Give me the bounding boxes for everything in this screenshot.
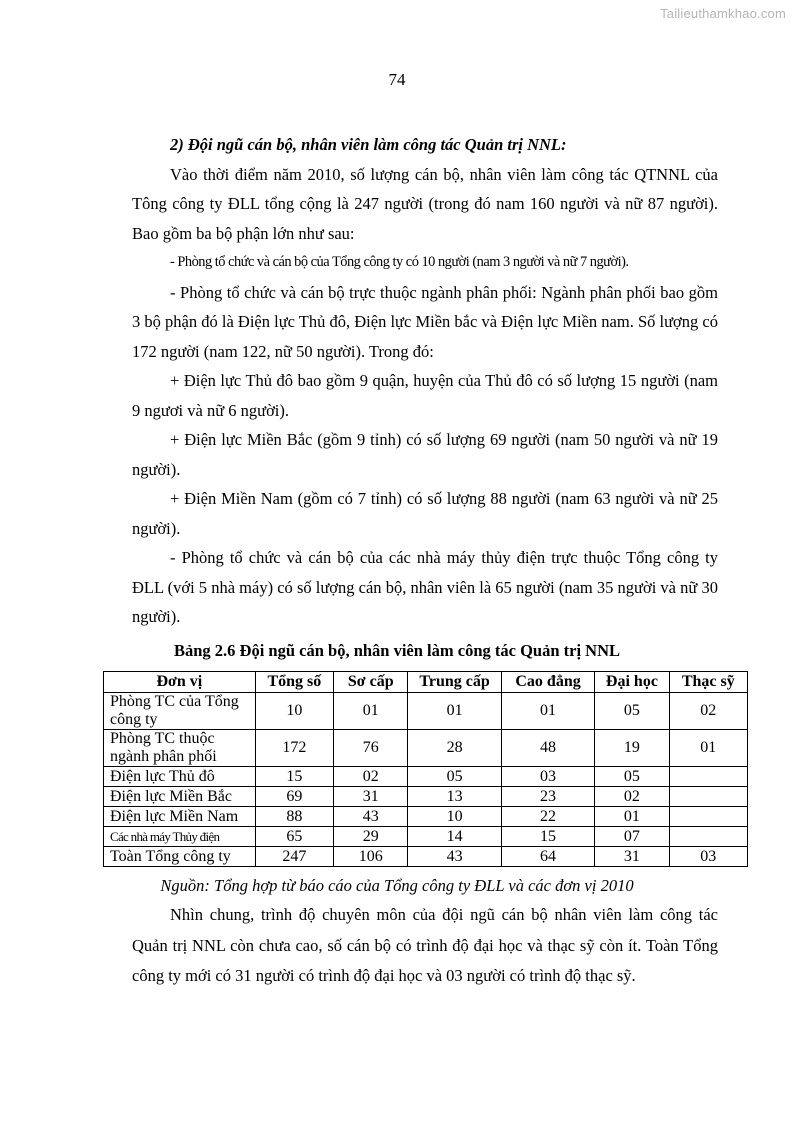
table-row-total xyxy=(104,847,748,867)
staff-table xyxy=(103,671,748,867)
table-row xyxy=(104,807,748,827)
cell-elementary: 01 xyxy=(334,693,408,730)
table-row xyxy=(104,693,748,730)
cell-unit: Phòng TC của Tổng công ty xyxy=(104,693,256,730)
body-text xyxy=(132,130,718,632)
header-intermediate: Trung cấp xyxy=(408,672,501,693)
cell-college: 64 xyxy=(501,847,594,867)
header-unit: Đơn vị xyxy=(104,672,256,693)
header-university: Đại học xyxy=(595,672,669,693)
cell-total: 65 xyxy=(255,827,333,847)
cell-intermediate: 10 xyxy=(408,807,501,827)
cell-university: 31 xyxy=(595,847,669,867)
table-row xyxy=(104,827,748,847)
paragraph-south: + Điện Miền Nam (gồm có 7 tỉnh) có số lượng 88 người (nam 63 người và nữ 25 người). xyxy=(132,489,718,538)
cell-university: 07 xyxy=(595,827,669,847)
table-row xyxy=(104,787,748,807)
cell-master xyxy=(669,827,747,847)
table-title: Bảng 2.6 Đội ngũ cán bộ, nhân viên làm công tác Quản trị NNL xyxy=(173,641,621,660)
cell-university: 05 xyxy=(595,693,669,730)
cell-college: 15 xyxy=(501,827,594,847)
cell-college: 23 xyxy=(501,787,594,807)
closing-text xyxy=(132,900,718,992)
cell-intermediate: 05 xyxy=(408,767,501,787)
paragraph-north: + Điện lực Miền Bắc (gồm 9 tỉnh) có số lượng 69 người (nam 50 người và nữ 19 người). xyxy=(132,430,718,479)
cell-unit: Các nhà máy Thủy điện xyxy=(104,827,256,847)
cell-elementary: 106 xyxy=(334,847,408,867)
cell-master xyxy=(669,807,747,827)
cell-unit: Điện lực Miền Nam xyxy=(104,807,256,827)
cell-elementary: 02 xyxy=(334,767,408,787)
table-source-note: Nguồn: Tổng hợp từ báo cáo của Tổng công ty ĐLL và các đơn vị 2010 xyxy=(160,876,634,895)
cell-total: 172 xyxy=(255,730,333,767)
paragraph-conclusion: Nhìn chung, trình độ chuyên môn của đội ngũ cán bộ nhân viên làm công tác Quản trị NNL còn chưa cao, số cán bộ có trình độ đại học và thạc sỹ còn ít. Toàn Tổng công ty mới có 31 người có trình độ đại học và 03 người có trình độ thạc sỹ. xyxy=(132,905,718,985)
header-master: Thạc sỹ xyxy=(669,672,747,693)
header-elementary: Sơ cấp xyxy=(334,672,408,693)
cell-college: 03 xyxy=(501,767,594,787)
paragraph-capital: + Điện lực Thủ đô bao gồm 9 quận, huyện của Thủ đô có số lượng 15 người (nam 9 ngươi và nữ 6 người). xyxy=(132,371,718,420)
cell-college: 22 xyxy=(501,807,594,827)
cell-unit: Điện lực Miền Bắc xyxy=(104,787,256,807)
cell-university: 01 xyxy=(595,807,669,827)
cell-total: 15 xyxy=(255,767,333,787)
cell-intermediate: 28 xyxy=(408,730,501,767)
cell-master xyxy=(669,787,747,807)
cell-university: 19 xyxy=(595,730,669,767)
cell-college: 48 xyxy=(501,730,594,767)
cell-university: 05 xyxy=(595,767,669,787)
cell-total: 10 xyxy=(255,693,333,730)
cell-university: 02 xyxy=(595,787,669,807)
cell-total: 247 xyxy=(255,847,333,867)
cell-intermediate: 43 xyxy=(408,847,501,867)
table-header-row xyxy=(104,672,748,693)
table-row xyxy=(104,767,748,787)
cell-master xyxy=(669,767,747,787)
cell-master: 02 xyxy=(669,693,747,730)
cell-unit: Điện lực Thủ đô xyxy=(104,767,256,787)
cell-elementary: 76 xyxy=(334,730,408,767)
paragraph-hq-department: - Phòng tổ chức và cán bộ của Tổng công ty có 10 người (nam 3 người và nữ 7 người). xyxy=(170,254,629,270)
watermark: Tailieuthamkhao.com xyxy=(660,6,786,21)
paragraph-intro: Vào thời điểm năm 2010, số lượng cán bộ, nhân viên làm công tác QTNNL của Tông công ty ĐLL tổng cộng là 247 người (trong đó nam 160 người và nữ 87 người). Bao gồm ba bộ phận lớn như sau: xyxy=(132,164,718,243)
cell-elementary: 31 xyxy=(334,787,408,807)
header-college: Cao đẳng xyxy=(501,672,594,693)
cell-intermediate: 14 xyxy=(408,827,501,847)
table-row xyxy=(104,730,748,767)
cell-intermediate: 13 xyxy=(408,787,501,807)
page-number: 74 xyxy=(388,70,406,89)
paragraph-hydropower: - Phòng tổ chức và cán bộ của các nhà máy thủy điện trực thuộc Tổng công ty ĐLL (với 5 nhà máy) có số lượng cán bộ, nhân viên là 65 người (nam 35 người và nữ 30 người). xyxy=(132,548,718,626)
cell-intermediate: 01 xyxy=(408,693,501,730)
section-heading: 2) Đội ngũ cán bộ, nhân viên làm công tác Quản trị NNL: xyxy=(170,135,567,154)
cell-college: 01 xyxy=(501,693,594,730)
cell-total: 88 xyxy=(255,807,333,827)
cell-master: 01 xyxy=(669,730,747,767)
cell-unit: Phòng TC thuộc ngành phân phối xyxy=(104,730,256,767)
cell-master: 03 xyxy=(669,847,747,867)
cell-elementary: 29 xyxy=(334,827,408,847)
cell-total: 69 xyxy=(255,787,333,807)
header-total: Tổng số xyxy=(255,672,333,693)
paragraph-distribution: - Phòng tổ chức và cán bộ trực thuộc ngành phân phối: Ngành phân phối bao gồm 3 bộ phận đó là Điện lực Thủ đô, Điện lực Miền bắc và Điện lực Miền nam. Số lượng có 172 người (nam 122, nữ 50 người). Trong đó: xyxy=(132,282,718,361)
cell-elementary: 43 xyxy=(334,807,408,827)
cell-unit: Toàn Tổng công ty xyxy=(104,847,256,867)
